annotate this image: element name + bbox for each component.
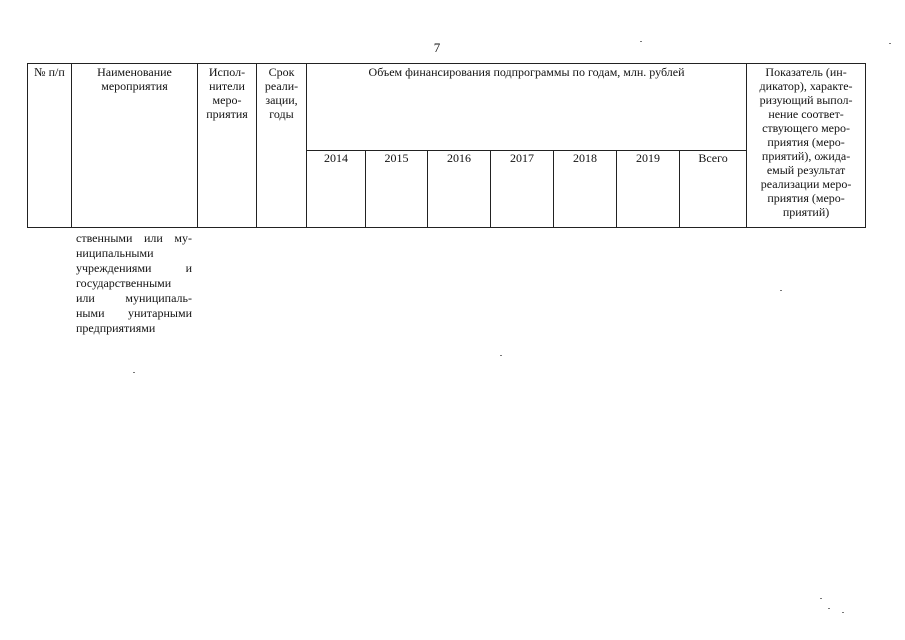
year-cell: 2015 xyxy=(366,151,428,228)
total-cell: Всего xyxy=(680,151,747,228)
continuation-line: ственными или му- xyxy=(76,231,192,245)
page-number: 7 xyxy=(433,40,441,55)
continuation-line: ными унитарными xyxy=(76,306,192,320)
scan-speck xyxy=(842,612,844,613)
funding-table xyxy=(27,63,866,228)
continuation-line: государственными xyxy=(76,276,172,290)
year-cell: 2017 xyxy=(491,151,554,228)
scan-speck xyxy=(640,41,642,42)
continuation-line: ниципальными xyxy=(76,246,154,260)
header-indicator: Показатель (ин-дикатор), характе-ризующий выпол-нение соответ-ствующего меро-приятия (меро-приятий), ожида-емый результат реализации меро-приятия (меро-приятий) xyxy=(747,64,866,228)
continuation-line: учреждениями и xyxy=(76,261,192,275)
scan-speck xyxy=(500,355,502,356)
year-cell: 2018 xyxy=(554,151,617,228)
header-num: № п/п xyxy=(28,64,72,228)
year-cell: 2014 xyxy=(307,151,366,228)
scan-speck xyxy=(133,372,135,373)
header-executors: Испол-нители меро-приятия xyxy=(198,64,257,228)
scan-speck xyxy=(828,608,830,609)
scan-speck xyxy=(780,290,782,291)
year-cell: 2016 xyxy=(428,151,491,228)
header-row xyxy=(28,64,866,151)
year-cell: 2019 xyxy=(617,151,680,228)
header-funding: Объем финансирования подпрограммы по годам, млн. рублей xyxy=(307,64,747,151)
scan-speck xyxy=(820,598,822,599)
header-name: Наименование мероприятия xyxy=(72,64,198,228)
continuation-line: предприятиями xyxy=(76,321,156,335)
continuation-line: или муниципаль- xyxy=(76,291,192,305)
scan-speck xyxy=(889,43,891,44)
header-term: Срок реали-зации, годы xyxy=(257,64,307,228)
continuation-text xyxy=(76,231,192,336)
